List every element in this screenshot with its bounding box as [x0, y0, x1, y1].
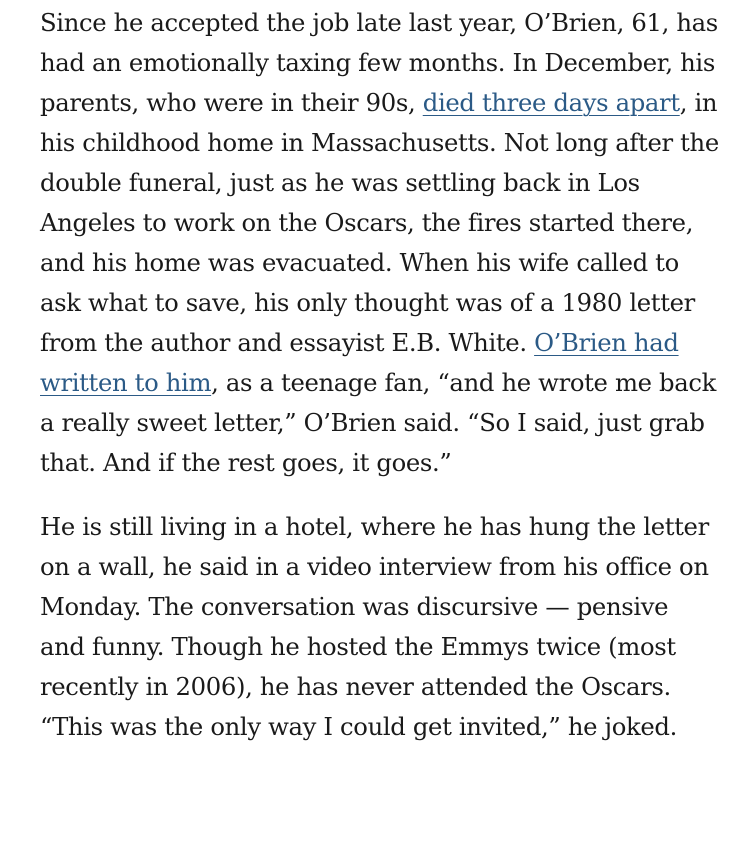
article-body [40, 0, 720, 747]
link-died-three-days-apart[interactable]: died three days apart [422, 88, 680, 117]
paragraph-1-text-c: , as a teenage fan, “and he wrote me back a really sweet letter,” O’Brien said. “So I said, just grab that. And if the rest goes, it goes.” [40, 368, 717, 477]
paragraph-1-text-b: , in his childhood home in Massachusetts. Not long after the double funeral, just as he was settling back in Los Angeles to work on the Oscars, the fires started there, and his home was evacuated. When his wife called to ask what to save, his only thought was of a 1980 letter from the author and essayist E.B. White. [40, 88, 719, 357]
article-paragraph-1 [40, 0, 720, 483]
paragraph-1-text-a: Since he accepted the job late last year, O’Brien, 61, has had an emotionally taxing few months. In December, his parents, who were in their 90s, [40, 8, 718, 117]
link-obrien-had-written-to-him[interactable]: O’Brien had written to him [40, 328, 679, 397]
article-paragraph-2: He is still living in a hotel, where he has hung the letter on a wall, he said in a video interview from his office on Monday. The conversation was discursive — pensive and funny. Though he hosted the Emmys twice (most recently in 2006), he has never attended the Oscars. “This was the only way I could get invited,” he joked. [40, 512, 709, 741]
